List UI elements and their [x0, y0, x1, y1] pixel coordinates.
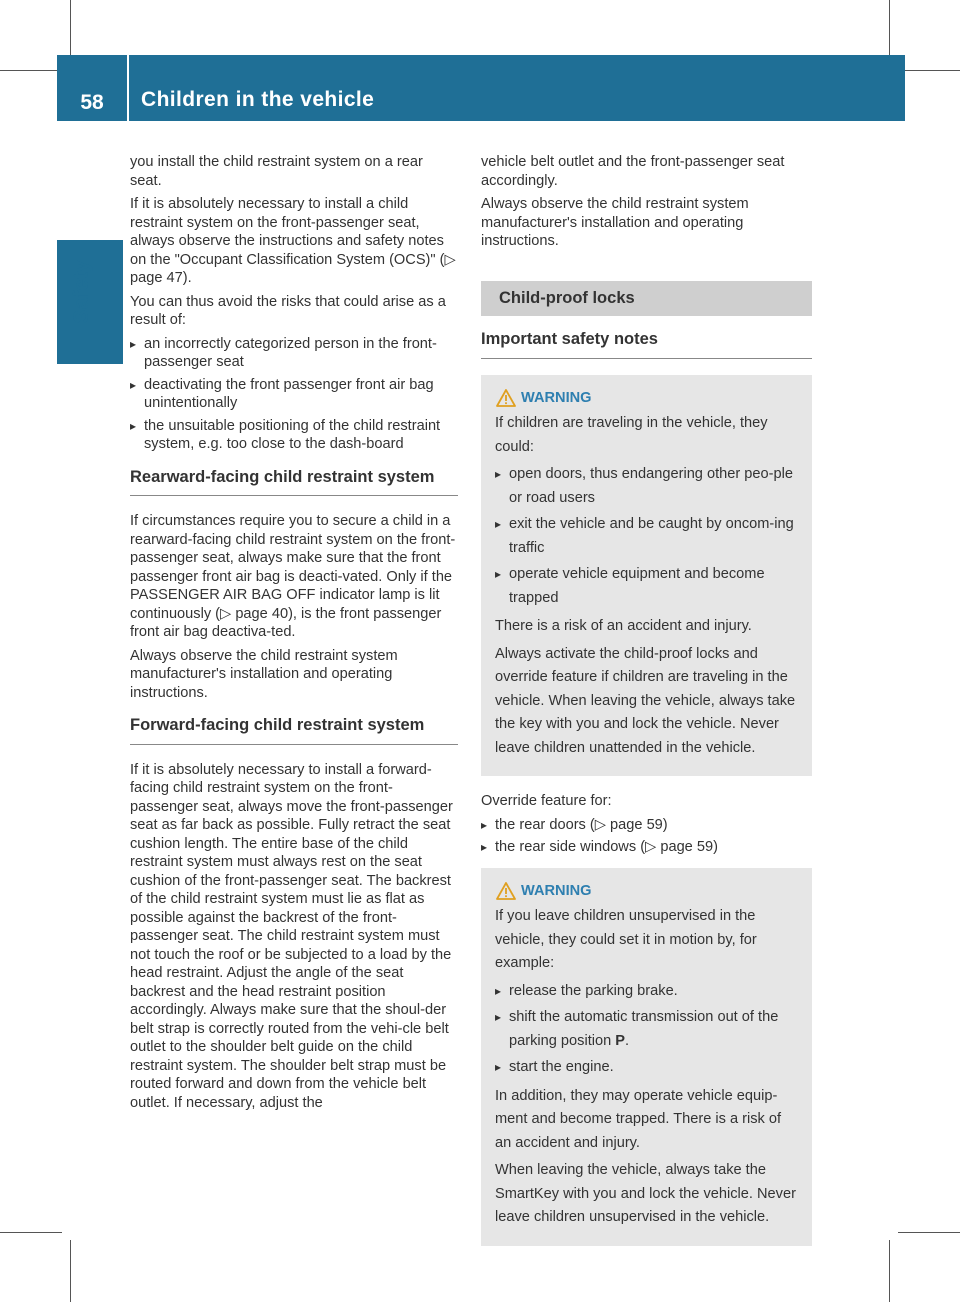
paragraph: you install the child restraint system on a rear seat.	[130, 154, 423, 189]
paragraph: If circumstances require you to secure a child in a rearward-facing child restraint system on the front-passenger seat, always make sure that the front passenger front air bag is deacti-vated. Only if the PASSENGER AIR BAG OFF indicator lamp is lit continuously (▷ page 40), is the front passenger front air bag deactiva-ted.	[130, 513, 456, 640]
warning-list	[495, 463, 798, 610]
paragraph: You can thus avoid the risks that could arise as a result of:	[130, 293, 446, 328]
list-item: ▸ release the parking brake.	[495, 980, 798, 1004]
warning-text: If you leave children unsupervised in the vehicle, they could set it in motion by, for example:	[495, 908, 757, 971]
page-header	[57, 55, 905, 121]
crop-mark	[889, 1240, 890, 1302]
right-column	[481, 153, 812, 1262]
warning-title: WARNING	[521, 882, 592, 899]
warning-text: There is a risk of an accident and injury.	[495, 618, 752, 634]
paragraph: Always observe the child restraint system manufacturer's installation and operating instructions.	[481, 196, 749, 249]
list-item: ▸ an incorrectly categorized person in the front-passenger seat	[130, 335, 458, 372]
list-item: ▸ the rear doors (▷ page 59)	[481, 816, 812, 835]
warning-list	[495, 980, 798, 1080]
warning-text: Always activate the child-proof locks and override feature if children are traveling in the vehicle. When leaving the vehicle, always take the key with you and lock the vehicle. Never leave children unattended in the vehicle.	[495, 645, 796, 756]
warning-header	[495, 880, 798, 904]
section-heading-forward: Forward-facing child restraint system	[130, 716, 458, 745]
warning-header	[495, 387, 798, 411]
subsection-heading-safety-notes: Important safety notes	[481, 330, 812, 359]
page-number: 58	[80, 91, 104, 114]
list-item: ▸ exit the vehicle and be caught by oncom-ing traffic	[495, 513, 798, 560]
crop-mark	[70, 1240, 71, 1302]
side-tab-label: Safety	[70, 260, 93, 324]
risk-list	[130, 335, 458, 454]
warning-triangle-icon	[495, 881, 517, 901]
gear-position: P	[615, 1032, 626, 1049]
section-heading-child-proof-locks: Child-proof locks	[481, 281, 812, 317]
crop-mark	[0, 70, 62, 71]
warning-title: WARNING	[521, 389, 592, 406]
list-item: ▸ the rear side windows (▷ page 59)	[481, 838, 812, 857]
warning-text: When leaving the vehicle, always take the SmartKey with you and lock the vehicle. Never leave children unsupervised in the vehicle.	[495, 1162, 796, 1225]
override-list	[481, 816, 812, 857]
list-item	[495, 1006, 798, 1053]
paragraph: Always observe the child restraint system manufacturer's installation and operating instructions.	[130, 647, 398, 701]
paragraph: If it is absolutely necessary to install a forward-facing child restraint system on the front-passenger seat, always move the front-passenger seat as far back as possible. Fully retract the seat cushion length. The entire base of the child restraint system must always rest on the seat cushion of the front-passenger seat. The backrest of the child restraint system must lie as flat as possible against the backrest of the front-passenger seat. The child restraint system must not touch the roof or be subjected to a load by the head restraint. Adjust the angle of the seat backrest and the head restraint position accordingly. Always make sure that the shoul-der belt strap is correctly routed from the vehi-cle belt outlet to the shoulder belt guide on the child restraint system. The shoulder belt strap must be routed forward and down from the vehicle belt outlet. If necessary, adjust the	[130, 761, 453, 1111]
list-item: ▸ open doors, thus endangering other peo-ple or road users	[495, 463, 798, 510]
left-column	[130, 153, 458, 1117]
paragraph: Override feature for:	[481, 793, 612, 809]
list-item-text: shift the automatic transmission out of the parking position	[509, 1009, 779, 1049]
crop-mark	[889, 0, 890, 62]
warning-box	[481, 375, 812, 777]
page-title: Children in the vehicle	[141, 88, 375, 111]
list-item: ▸ start the engine.	[495, 1056, 798, 1080]
list-item: ▸ the unsuitable positioning of the child restraint system, e.g. too close to the dash-board	[130, 417, 458, 454]
list-item: ▸ deactivating the front passenger front air bag unintentionally	[130, 376, 458, 413]
warning-box	[481, 868, 812, 1246]
crop-mark	[70, 0, 71, 62]
crop-mark	[898, 70, 960, 71]
warning-triangle-icon	[495, 388, 517, 408]
crop-mark	[0, 1232, 62, 1233]
warning-text: In addition, they may operate vehicle equip-ment and become trapped. There is a risk of an accident and injury.	[495, 1087, 782, 1151]
list-item: ▸ operate vehicle equipment and become trapped	[495, 563, 798, 610]
list-item-text: .	[625, 1032, 630, 1049]
header-divider	[127, 55, 129, 121]
section-heading-rearward: Rearward-facing child restraint system	[130, 468, 458, 497]
paragraph: If it is absolutely necessary to install a child restraint system on the front-passenger seat, always observe the instructions and safety notes on the "Occupant Classification System (OCS)" (▷ page 47).	[130, 196, 456, 286]
crop-mark	[898, 1232, 960, 1233]
paragraph: vehicle belt outlet and the front-passenger seat accordingly.	[481, 154, 785, 189]
warning-text: If children are traveling in the vehicle, they could:	[495, 415, 768, 455]
